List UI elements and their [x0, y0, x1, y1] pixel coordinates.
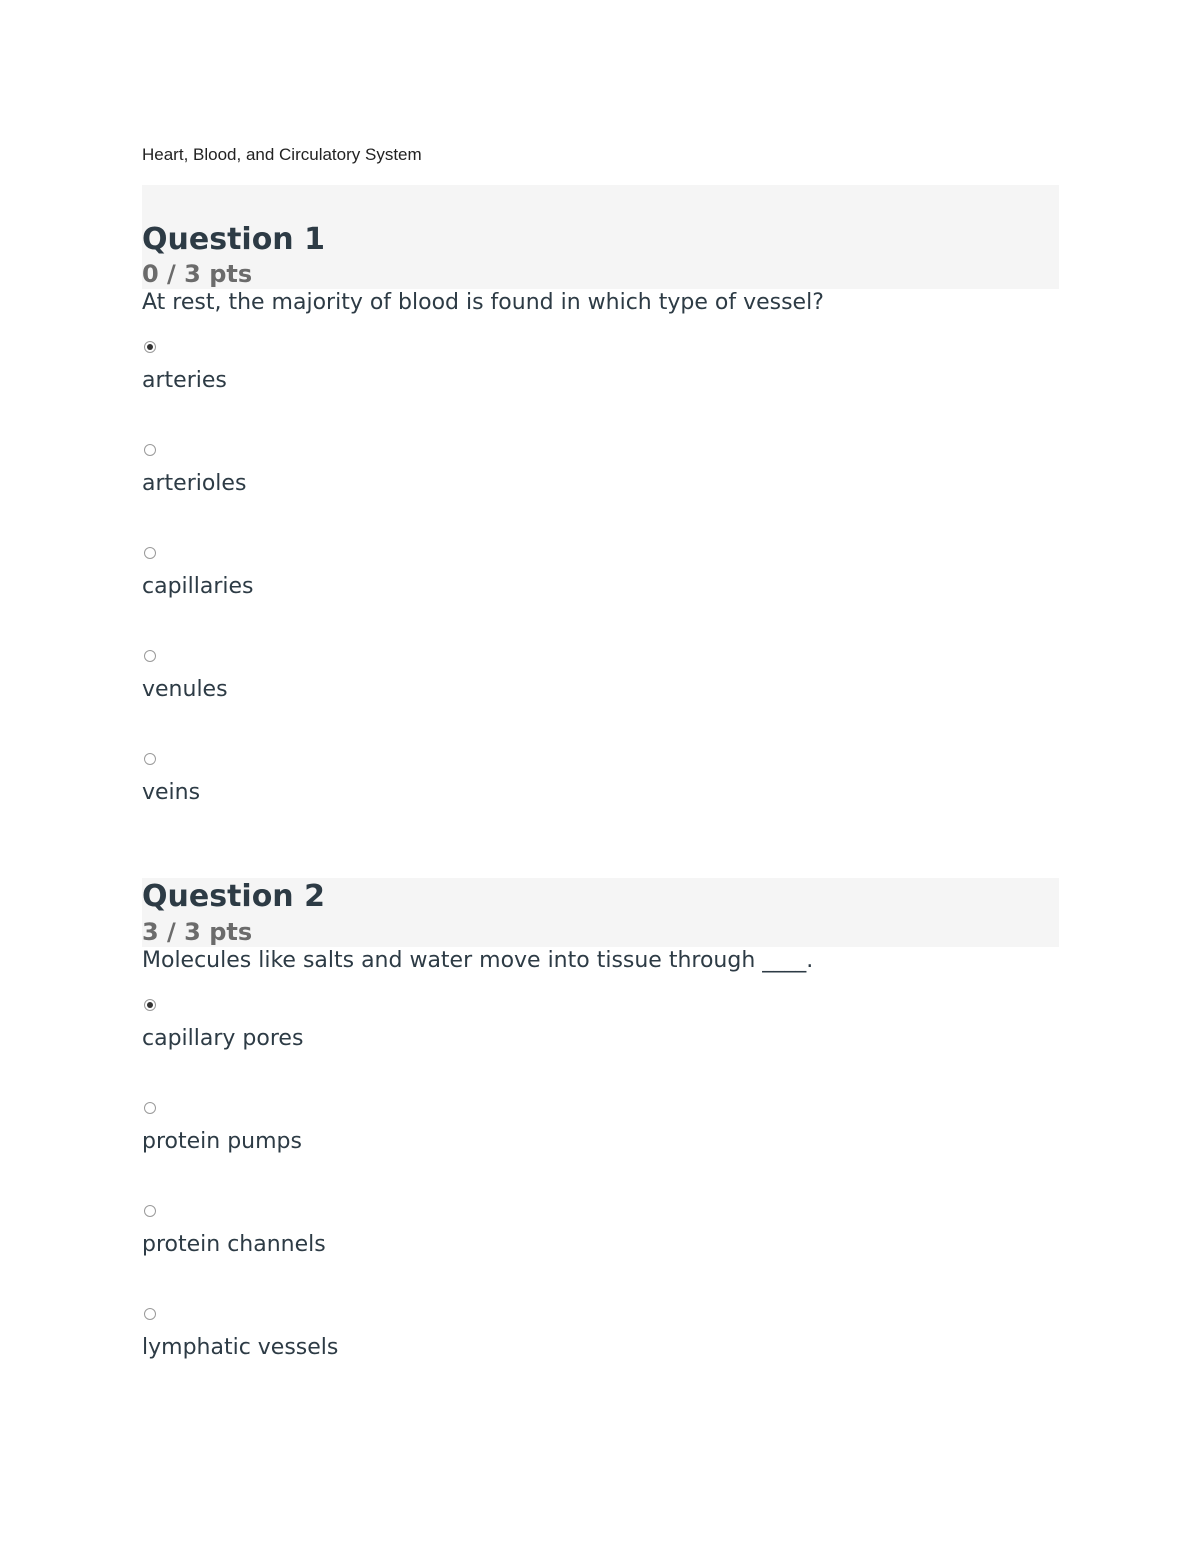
answer-label: arterioles	[142, 471, 247, 496]
answer-label: capillary pores	[142, 1026, 304, 1051]
question-1	[142, 185, 1059, 805]
question-header	[142, 878, 1059, 947]
answer-label: protein pumps	[142, 1129, 302, 1154]
answer-option[interactable]	[142, 650, 742, 730]
question-points: 0 / 3 pts	[142, 260, 253, 288]
answer-label: lymphatic vessels	[142, 1335, 339, 1360]
question-text: Molecules like salts and water move into tissue through ____.	[142, 948, 814, 973]
radio-unselected-icon[interactable]	[144, 753, 156, 765]
document-title: Heart, Blood, and Circulatory System	[142, 145, 422, 164]
radio-unselected-icon[interactable]	[144, 1205, 156, 1217]
radio-unselected-icon[interactable]	[144, 444, 156, 456]
radio-selected-icon[interactable]	[144, 341, 156, 353]
radio-selected-icon[interactable]	[144, 999, 156, 1011]
answer-option[interactable]	[142, 1205, 742, 1285]
answer-label: venules	[142, 677, 228, 702]
question-title: Question 2	[142, 879, 325, 914]
answer-label: veins	[142, 780, 201, 805]
answer-option[interactable]	[142, 1102, 742, 1182]
radio-unselected-icon[interactable]	[144, 1308, 156, 1320]
radio-unselected-icon[interactable]	[144, 547, 156, 559]
question-title: Question 1	[142, 222, 325, 257]
answer-label: protein channels	[142, 1232, 326, 1257]
answer-option[interactable]	[142, 753, 742, 833]
answer-label: arteries	[142, 368, 227, 393]
answer-option[interactable]	[142, 1308, 742, 1388]
answer-option[interactable]	[142, 547, 742, 627]
question-header	[142, 185, 1059, 289]
answer-option[interactable]	[142, 444, 742, 524]
radio-unselected-icon[interactable]	[144, 1102, 156, 1114]
answer-option[interactable]	[142, 999, 742, 1079]
question-points: 3 / 3 pts	[142, 918, 253, 946]
answer-option[interactable]	[142, 341, 742, 421]
question-2	[142, 878, 1059, 1360]
question-text: At rest, the majority of blood is found in which type of vessel?	[142, 290, 824, 315]
radio-unselected-icon[interactable]	[144, 650, 156, 662]
answer-label: capillaries	[142, 574, 254, 599]
